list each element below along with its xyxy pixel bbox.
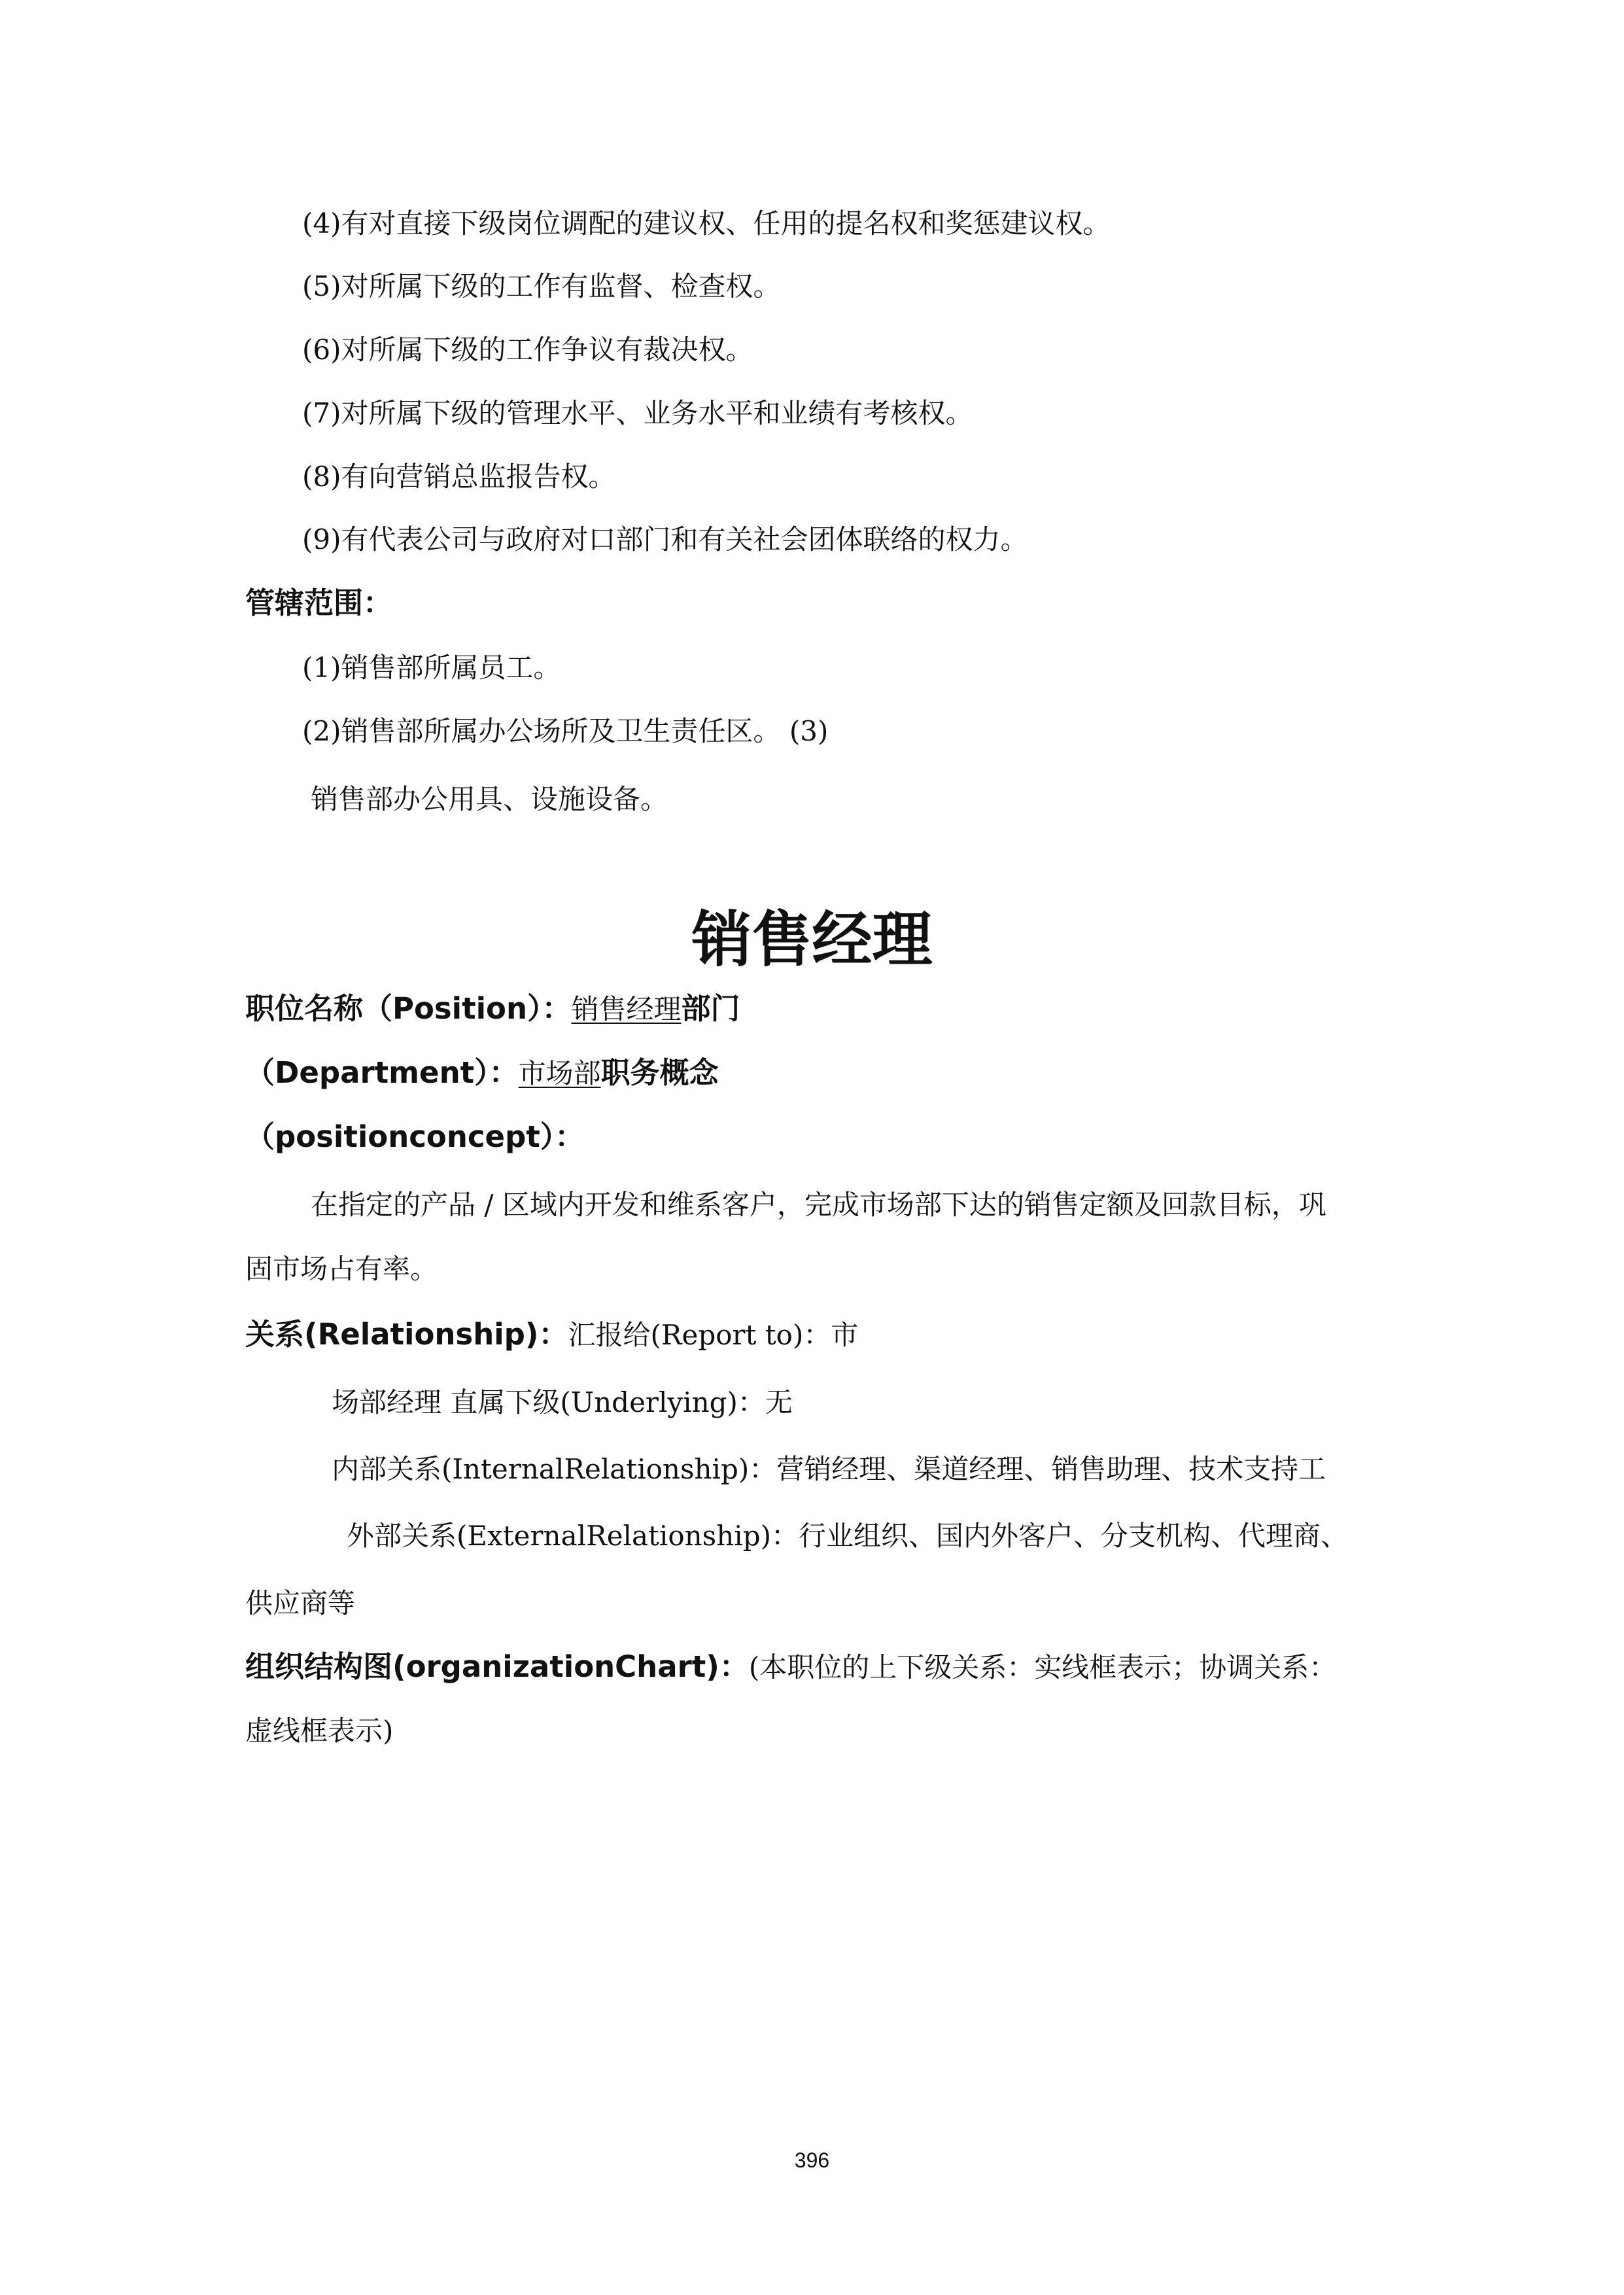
department-label-end: （Department）： xyxy=(245,1055,519,1090)
department-value: 市场部 xyxy=(518,1057,601,1089)
power-item-6: (6)对所属下级的工作争议有裁决权。 xyxy=(302,334,753,366)
concept-text-line-2: 固市场占有率。 xyxy=(245,1253,438,1285)
relationship-label: 关系(Relationship)： xyxy=(245,1317,568,1352)
scope-heading: 管辖范围： xyxy=(245,586,393,620)
scope-item-3: 销售部办公用具、设施设备。 xyxy=(311,783,668,815)
external-relationship-line: 外部关系(ExternalRelationship)：行业组织、国内外客户、分支机构、代理商、 xyxy=(347,1520,1348,1552)
relationship-line xyxy=(245,1316,858,1354)
report-to-text: 汇报给(Report to)：市 xyxy=(568,1319,859,1351)
power-item-7: (7)对所属下级的管理水平、业务水平和业绩有考核权。 xyxy=(302,397,973,429)
power-item-8: (8)有向营销总监报告权。 xyxy=(302,461,616,493)
department-line xyxy=(245,1055,719,1092)
org-chart-line xyxy=(245,1649,1336,1686)
org-chart-note-continued: 虚线框表示) xyxy=(245,1715,394,1747)
concept-label-start: 职务概念 xyxy=(600,1055,719,1090)
page-number: 396 xyxy=(794,2148,830,2172)
power-item-4: (4)有对直接下级岗位调配的建议权、任用的提名权和奖惩建议权。 xyxy=(302,207,1111,239)
underlying-line: 场部经理 直属下级(Underlying)：无 xyxy=(332,1386,793,1418)
section-title: 销售经理 xyxy=(691,905,933,975)
scope-item-1: (1)销售部所属员工。 xyxy=(302,652,561,684)
org-chart-note: (本职位的上下级关系：实线框表示；协调关系： xyxy=(748,1651,1337,1683)
position-label: 职位名称（Position）： xyxy=(245,991,572,1026)
power-item-5: (5)对所属下级的工作有监督、检查权。 xyxy=(302,270,781,302)
position-line xyxy=(245,990,740,1028)
power-item-9: (9)有代表公司与政府对口部门和有关社会团体联络的权力。 xyxy=(302,523,1028,555)
org-chart-label: 组织结构图(organizationChart)： xyxy=(245,1649,749,1684)
internal-relationship-line: 内部关系(InternalRelationship)：营销经理、渠道经理、销售助理、技术支持工 xyxy=(332,1453,1326,1485)
position-value: 销售经理 xyxy=(571,993,682,1025)
concept-label-end: （positionconcept）： xyxy=(245,1119,585,1154)
external-relationship-continued: 供应商等 xyxy=(245,1587,356,1619)
department-label-start: 部门 xyxy=(681,991,740,1026)
scope-item-2: (2)销售部所属办公场所及卫生责任区。 (3) xyxy=(302,715,829,747)
concept-text-line-1: 在指定的产品 / 区域内开发和维系客户，完成市场部下达的销售定额及回款目标，巩 xyxy=(311,1189,1326,1221)
